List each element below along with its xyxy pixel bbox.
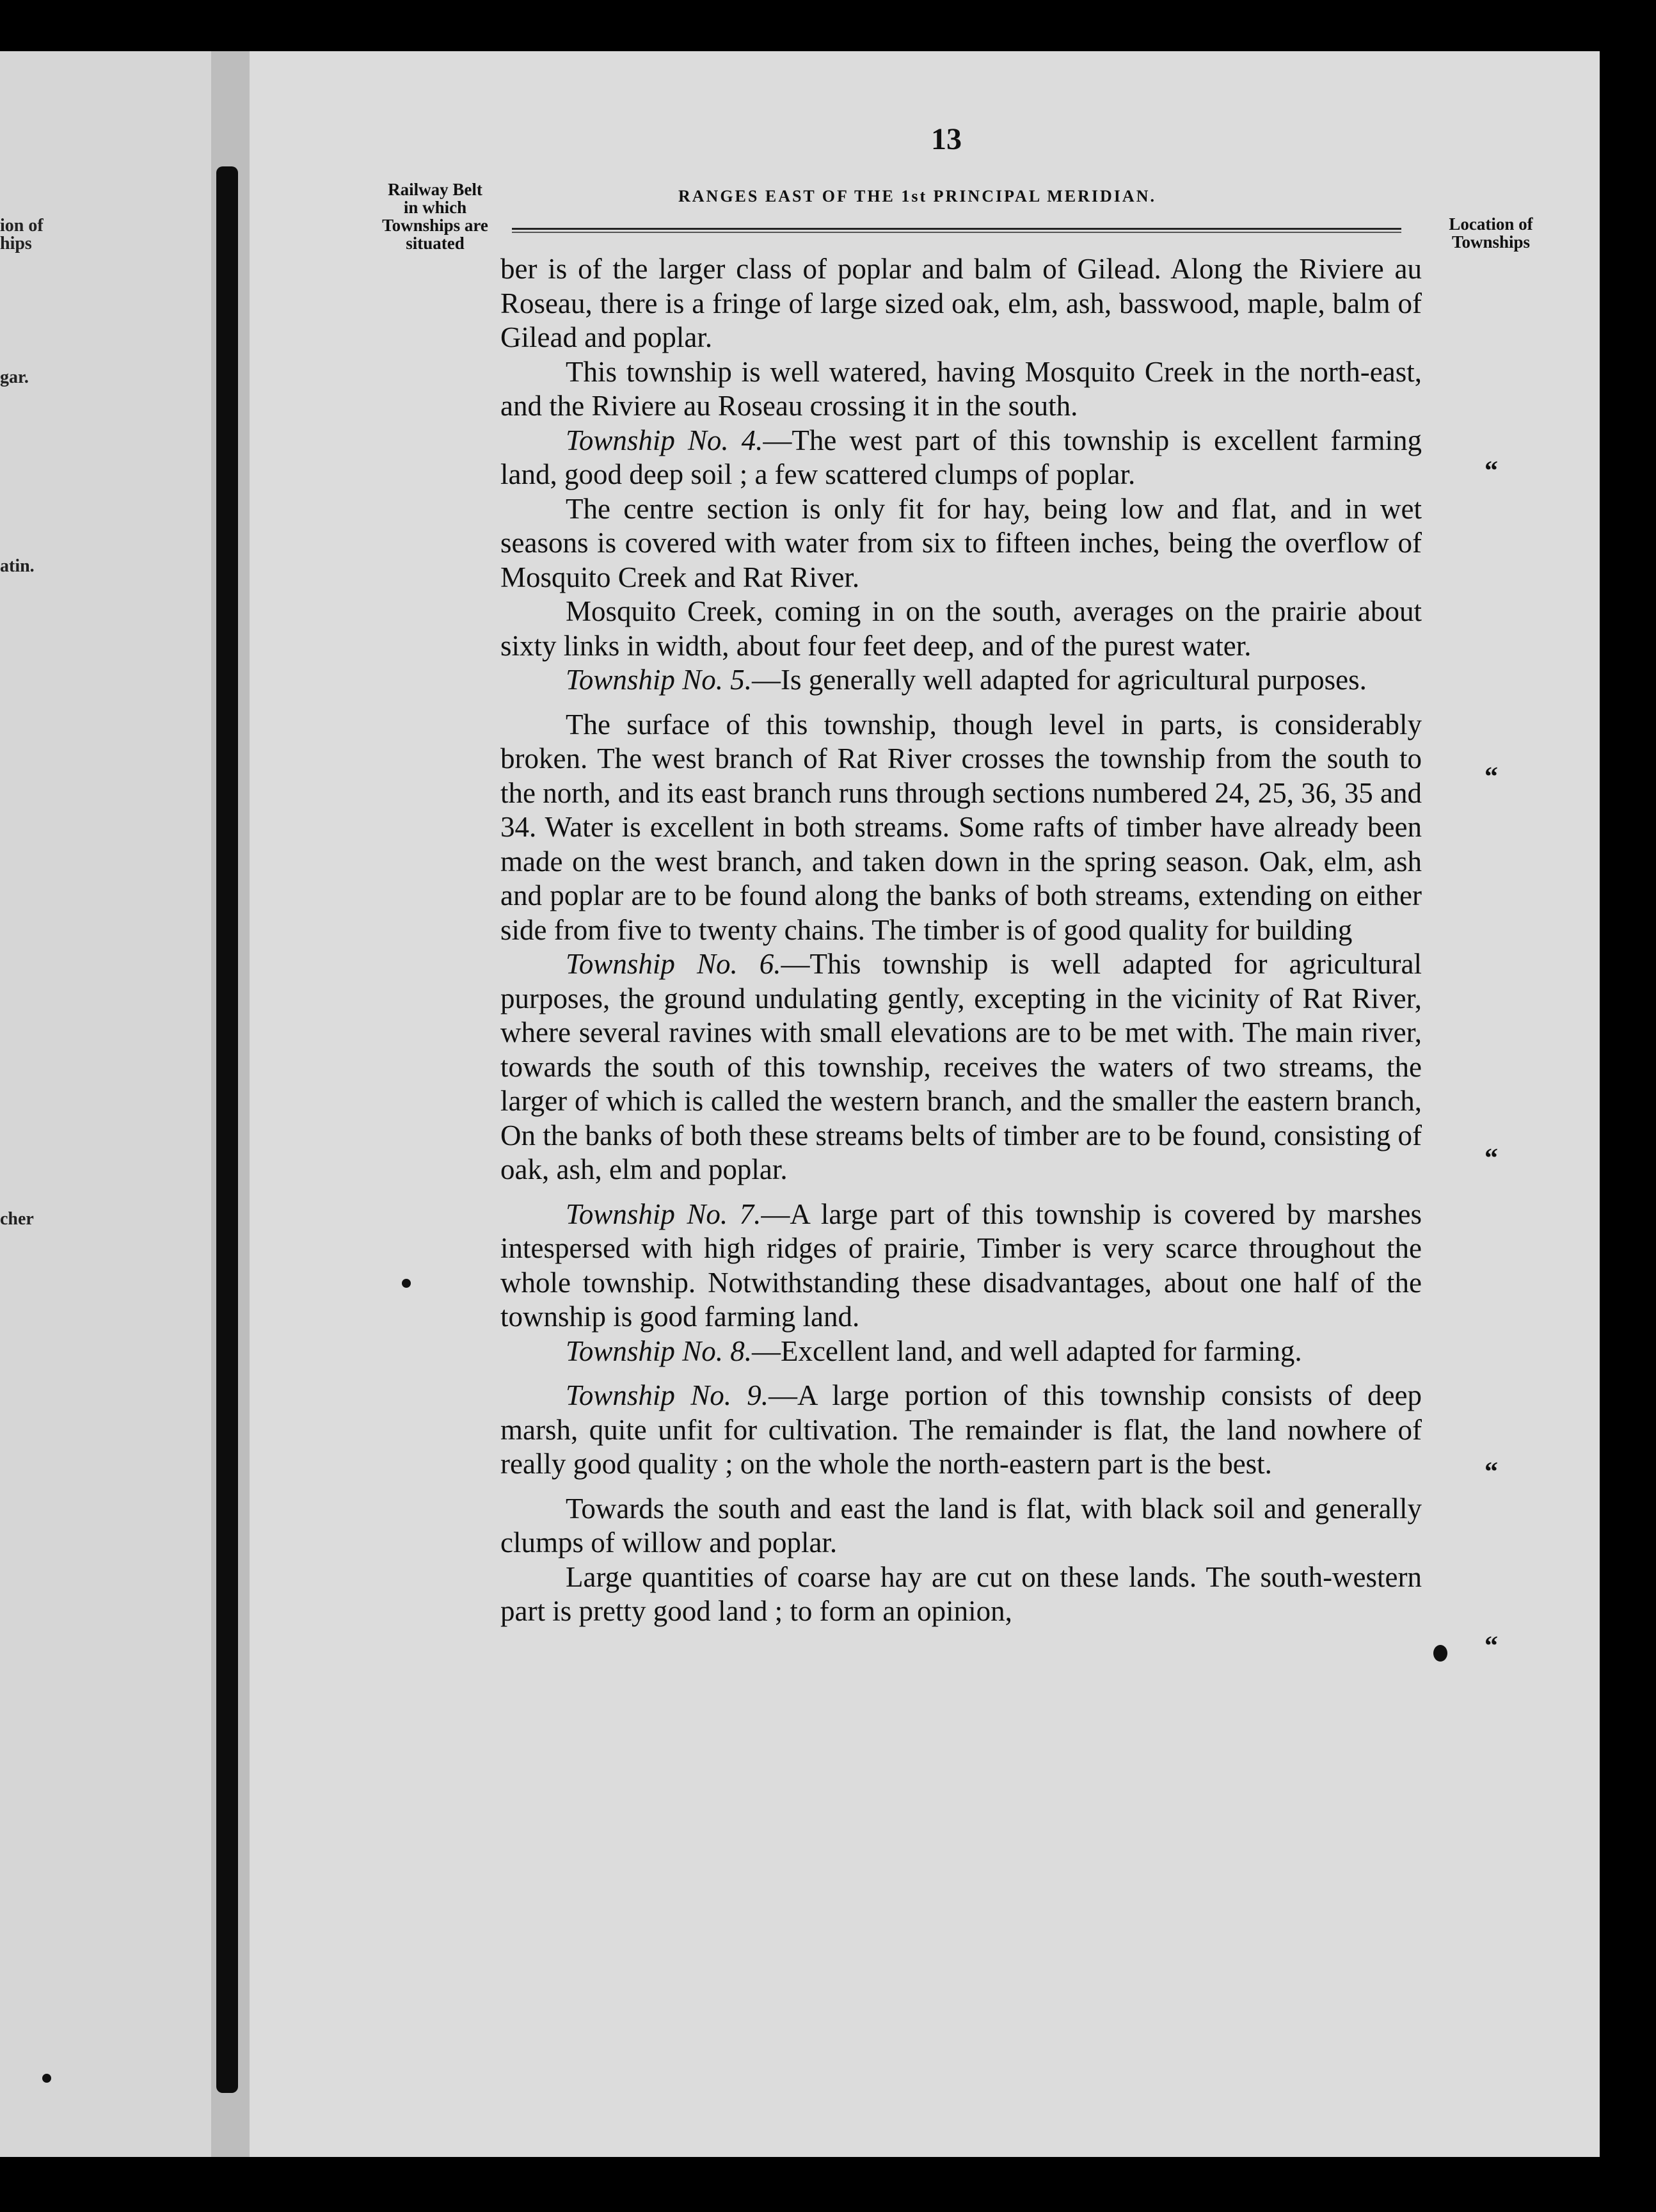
margin-heading-line: in which: [403, 198, 467, 217]
ditto-mark: “: [1485, 1457, 1498, 1487]
paragraph: [500, 1379, 1422, 1482]
paragraph: [500, 1334, 1422, 1369]
paragraph: [500, 355, 1422, 424]
ditto-mark: “: [1485, 456, 1498, 486]
paragraph-text: The surface of this township, though level in parts, is considerably broken. The west branch of Rat River crosses the township from the south to the north, and its east branch runs through sections numbered 24, 25, 36, 35 and 34. Water is excellent in both streams. Some rafts of timber have already been made on the west branch, and taken down in the spring season. Oak, elm, ash and poplar are to be found along the banks of both streams, extending on either side from five to twenty chains. The timber is of good quality for building: [500, 708, 1422, 946]
paragraph: [500, 947, 1422, 1187]
paragraph: [500, 1492, 1422, 1560]
paragraph: [500, 595, 1422, 663]
left-fragment-text: hips: [0, 234, 32, 253]
body-text: [500, 252, 1422, 1629]
paragraph: [500, 708, 1422, 948]
township-label: Township No. 8.: [566, 1334, 752, 1367]
paragraph-text: The centre section is only fit for hay, being low and flat, and in wet seasons is covered with water from six to fifteen inches, being the overflow of Mosquito Creek and Rat River.: [500, 492, 1422, 593]
paragraph-text: —This township is well adapted for agricultural purposes, the ground undulating gently, excepting in the vicinity of Rat River, where several ravines with small elevations are to be met with. The main river, towards the south of this township, receives the waters of two streams, the larger of which is called the western branch, and the smaller the eastern branch, On the banks of both these streams belts of timber are to be found, consisting of oak, ash, elm and poplar.: [500, 948, 1422, 1185]
page-number: 13: [931, 122, 962, 156]
binding-spine: [216, 166, 238, 2093]
margin-heading-line: Location of: [1449, 214, 1533, 234]
ink-speck: [1433, 1645, 1447, 1662]
margin-heading-left: [358, 180, 512, 252]
paragraph: [500, 1560, 1422, 1629]
ditto-mark: “: [1485, 1631, 1498, 1661]
paragraph: [500, 424, 1422, 492]
township-label: Township No. 7.: [566, 1198, 761, 1230]
paragraph: [500, 663, 1422, 698]
left-fragment-text: gar.: [0, 367, 29, 387]
left-page-fragment: [0, 51, 211, 2157]
paragraph-text: —A large part of this township is covered by marshes intespersed with high ridges of prairie, Timber is very scarce throughout the whole township. Notwithstanding these disadvantages, about one half of the township is good farming land.: [500, 1198, 1422, 1333]
header-rule: [512, 228, 1401, 233]
township-label: Township No. 5.: [566, 664, 752, 696]
paragraph: [500, 1198, 1422, 1334]
township-label: Township No. 4.: [566, 424, 763, 456]
ditto-mark: “: [1485, 762, 1498, 792]
township-label: Township No. 6.: [566, 948, 781, 980]
paragraph-text: ber is of the larger class of poplar and balm of Gilead. Along the Riviere au Roseau, there is a fringe of large sized oak, elm, ash, basswood, maple, balm of Gilead and poplar.: [500, 253, 1422, 353]
left-fragment-text: ion of: [0, 216, 44, 236]
ink-speck: [402, 1279, 411, 1288]
paragraph-text: This township is well watered, having Mosquito Creek in the north-east, and the Riviere au Roseau crossing it in the south.: [500, 355, 1422, 422]
margin-heading-line: Townships: [1451, 232, 1531, 252]
paragraph-text: Large quantities of coarse hay are cut on these lands. The south-western part is pretty good land ; to form an opinion,: [500, 1560, 1422, 1627]
paragraph: [500, 252, 1422, 355]
paragraph-text: —A large portion of this township consists of deep marsh, quite unfit for cultivation. The remainder is flat, the land nowhere of really good quality ; on the whole the north-eastern part is the best.: [500, 1379, 1422, 1480]
township-label: Township No. 9.: [566, 1379, 769, 1411]
paragraph-text: Mosquito Creek, coming in on the south, averages on the prairie about sixty links in width, about four feet deep, and of the purest water.: [500, 595, 1422, 662]
ink-speck: [42, 2074, 51, 2083]
paragraph: [500, 492, 1422, 595]
margin-heading-line: Railway Belt: [388, 180, 482, 199]
left-fragment-text: atin.: [0, 556, 35, 576]
paragraph-text: —Is generally well adapted for agricultural purposes.: [751, 664, 1367, 696]
margin-heading-line: situated: [406, 234, 465, 253]
margin-heading-right: [1427, 215, 1555, 251]
paragraph-text: Towards the south and east the land is flat, with black soil and generally clumps of willow and poplar.: [500, 1492, 1422, 1559]
paragraph-text: —The west part of this township is excellent farming land, good deep soil ; a few scattered clumps of poplar.: [500, 424, 1422, 490]
left-fragment-text: cher: [0, 1209, 34, 1229]
ditto-mark: “: [1485, 1144, 1498, 1173]
margin-heading-line: Townships are: [382, 216, 488, 235]
running-head: RANGES EAST OF THE 1st PRINCIPAL MERIDIAN.: [678, 187, 1156, 205]
paragraph-text: —Excellent land, and well adapted for farming.: [751, 1334, 1302, 1367]
